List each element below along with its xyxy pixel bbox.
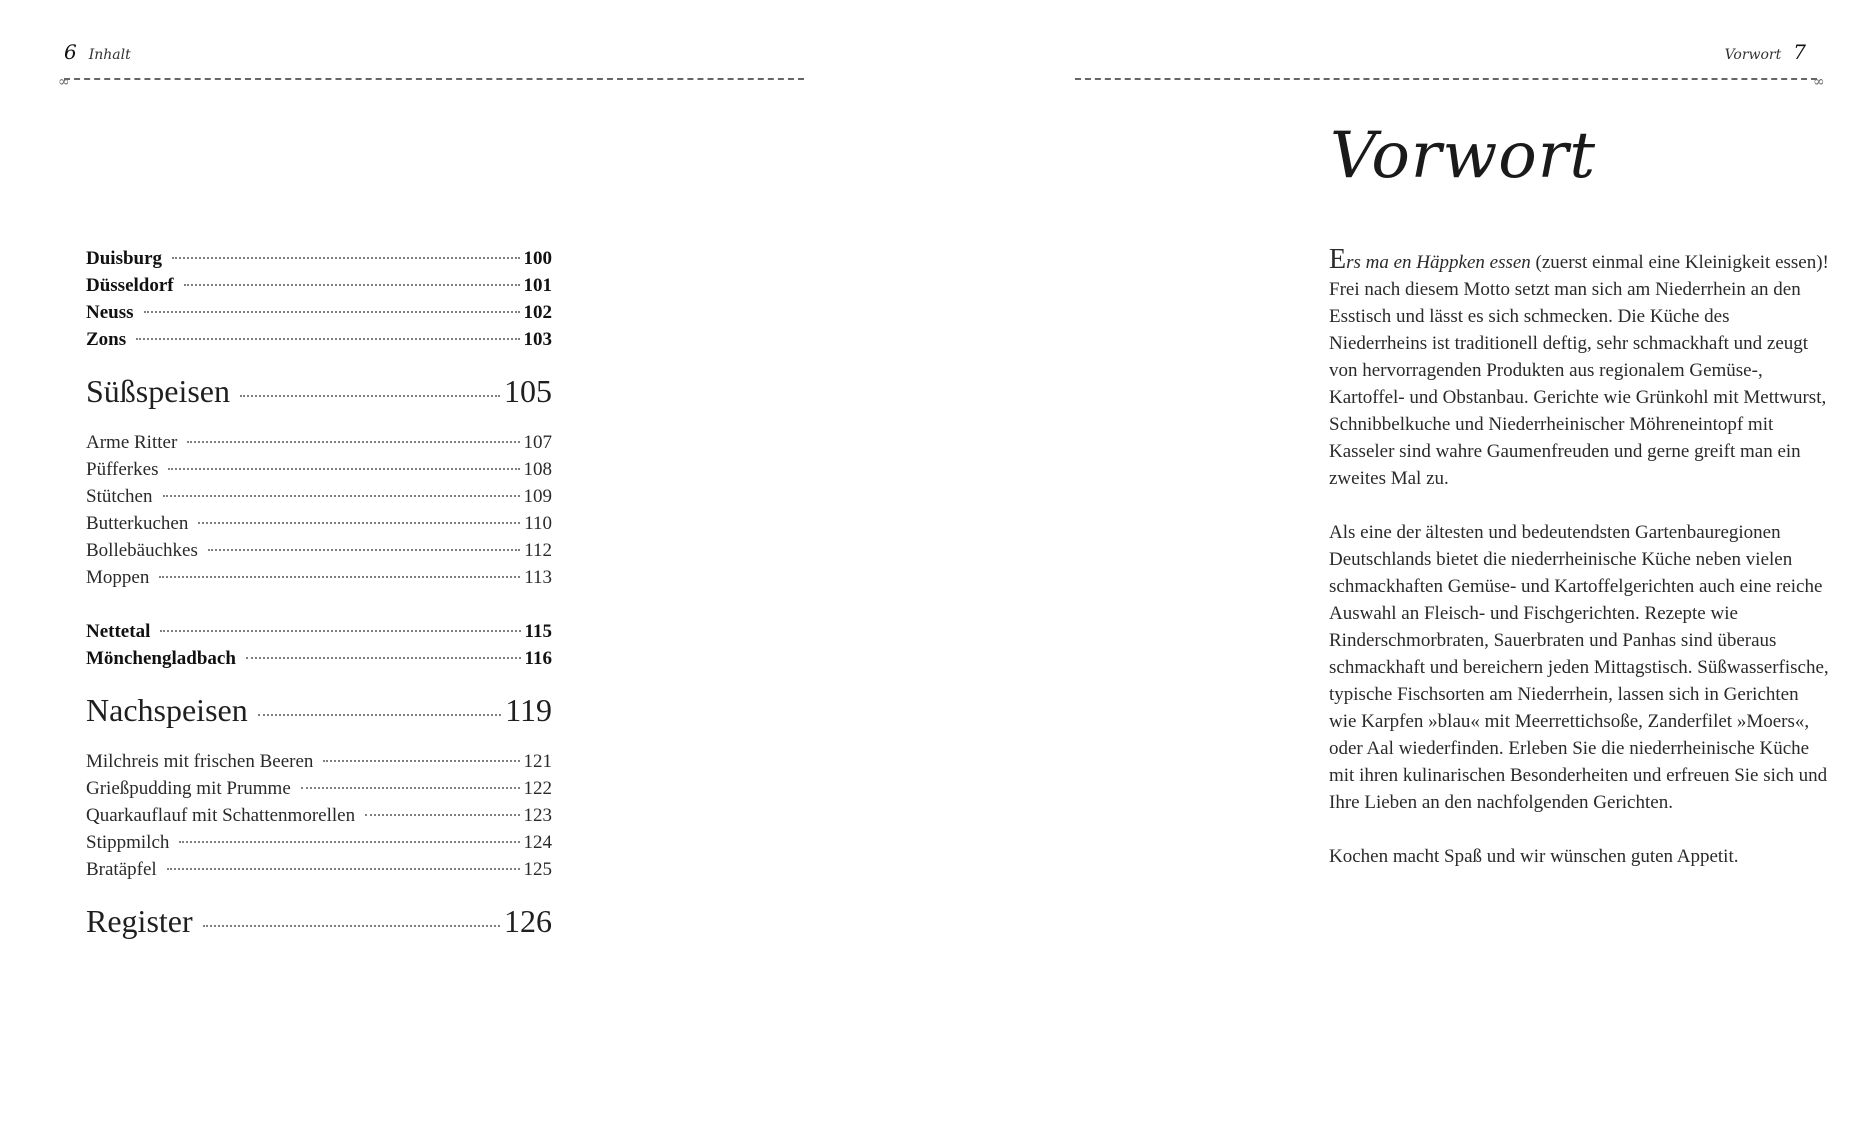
toc-label: Mönchengladbach	[86, 648, 236, 669]
toc-label: Neuss	[86, 302, 134, 323]
toc-label: Zons	[86, 329, 127, 350]
toc-leader	[203, 925, 500, 927]
toc-leader	[365, 814, 519, 816]
left-page-header	[64, 40, 131, 64]
toc-leader	[240, 395, 500, 397]
left-page-number: 6	[64, 40, 77, 64]
toc-page-number: 102	[523, 302, 552, 323]
toc-heading-nachspeisen[interactable]	[86, 688, 552, 732]
right-page	[935, 0, 1870, 1122]
paragraph-1-text: (zuerst einmal eine Kleinigkeit essen)! Frei nach diesem Motto setzt man sich am Niederrhein an den Esstisch und lässt es sich schmecken. Die Küche des Niederrheins ist traditionell deftig, sehr schmackhaft und zeugt von hervorragenden Produkten aus regionalem Gemüse-, Kartoffel- und Obstanbau. Gerichte wie Grünkohl mit Mettwurst, Schnibbelkuche und Niederrheinischer Möhreneintopf mit Kasseler sind wahre Gaumenfreuden und gerne greift man ein zweites Mal zu.	[1329, 252, 1829, 489]
header-ornament-right: ∞	[1813, 74, 1825, 90]
toc-leader	[144, 311, 520, 313]
toc-page-number: 123	[523, 805, 552, 826]
toc-heading-suessspeisen[interactable]	[86, 369, 552, 413]
toc-page-number: 116	[524, 648, 552, 669]
toc-page-number: 112	[524, 540, 552, 561]
toc-label: Milchreis mit frischen Beeren	[86, 751, 314, 772]
toc-leader	[198, 522, 520, 524]
header-ornament-left: ∞	[58, 74, 70, 90]
section-title: Vorwort	[1330, 119, 1597, 193]
toc-label: Grießpudding mit Prumme	[86, 778, 291, 799]
toc-entry-moppen[interactable]	[86, 564, 552, 591]
toc-label: Register	[86, 903, 193, 939]
toc-label: Moppen	[86, 567, 150, 588]
toc-entry-griesspudding[interactable]	[86, 775, 552, 802]
toc-entry-nettetal[interactable]	[86, 618, 552, 645]
toc-leader	[246, 657, 521, 659]
toc-page-number: 103	[523, 329, 552, 350]
toc-page-number: 124	[523, 832, 552, 853]
toc-leader	[179, 841, 519, 843]
toc-leader	[187, 441, 519, 443]
toc-leader	[258, 714, 501, 716]
header-divider-left	[64, 78, 804, 86]
toc-leader	[172, 257, 519, 259]
toc-label: Nachspeisen	[86, 692, 248, 728]
vorwort-body	[1329, 246, 1829, 897]
toc-leader	[323, 760, 519, 762]
toc-page-number: 100	[523, 248, 552, 269]
header-divider-right	[1075, 78, 1817, 86]
toc-label: Butterkuchen	[86, 513, 189, 534]
toc-leader	[301, 787, 520, 789]
toc-page-number: 115	[524, 621, 552, 642]
toc-label: Püfferkes	[86, 459, 159, 480]
toc-page-number: 101	[523, 275, 552, 296]
initial-letter: E	[1329, 244, 1347, 275]
toc-page-number: 110	[524, 513, 552, 534]
paragraph-2: Als eine der ältesten und bedeutendsten Gartenbauregionen Deutschlands bietet die niederrheinische Küche neben vielen schmackhaften Gemüse- und Kartoffelgerichten auch eine reiche Auswahl an Fleisch- und Fischgerichten. Rezepte wie Rinderschmorbraten, Sauerbraten und Panhas sind überaus schmackhaft und bereichern jeden Mittagstisch. Süßwasserfische, typische Fischsorten am Niederrhein, lassen sich in Gerichten wie Karpfen »blau« mit Meerrettichsoße, Zanderfilet »Moers«, oder Aal wiederfinden. Erleben Sie die niederrheinische Küche mit ihren kulinarischen Besonderheiten und erfreuen Sie sich und Ihre Lieben an den nachfolgenden Gerichten.	[1329, 522, 1829, 813]
toc-label: Bratäpfel	[86, 859, 157, 880]
toc-leader	[163, 495, 520, 497]
toc-label: Stippmilch	[86, 832, 170, 853]
toc-page-number: 113	[524, 567, 552, 588]
toc-entry-bollebaeuchkes[interactable]	[86, 537, 552, 564]
toc-label: Stütchen	[86, 486, 153, 507]
toc-entry-arme-ritter[interactable]	[86, 429, 552, 456]
right-page-number: 7	[1793, 40, 1806, 64]
toc-label: Quarkauflauf mit Schattenmorellen	[86, 805, 356, 826]
toc-page-number: 107	[523, 432, 552, 453]
toc-leader	[208, 549, 520, 551]
toc-leader	[160, 630, 520, 632]
right-page-header	[1725, 40, 1806, 64]
toc-page-number: 122	[523, 778, 552, 799]
toc-entry-zons[interactable]	[86, 326, 552, 353]
toc-label: Bollebäuchkes	[86, 540, 198, 561]
toc-leader	[168, 468, 519, 470]
toc-entry-duisburg[interactable]	[86, 245, 552, 272]
toc-entry-neuss[interactable]	[86, 299, 552, 326]
toc-page-number: 109	[523, 486, 552, 507]
toc-page-number: 119	[505, 692, 552, 728]
toc-leader	[184, 284, 520, 286]
toc-page-number: 108	[523, 459, 552, 480]
toc-leader	[167, 868, 520, 870]
toc-page-number: 125	[523, 859, 552, 880]
left-page-header-title: Inhalt	[88, 47, 131, 63]
toc-entry-duesseldorf[interactable]	[86, 272, 552, 299]
toc-label: Süßspeisen	[86, 373, 230, 409]
toc-entry-puefferkes[interactable]	[86, 456, 552, 483]
paragraph-3: Kochen macht Spaß und wir wünschen guten Appetit.	[1329, 846, 1739, 867]
toc-entry-quarkauflauf[interactable]	[86, 802, 552, 829]
toc-spacer	[86, 591, 552, 618]
toc-entry-milchreis[interactable]	[86, 748, 552, 775]
toc-heading-register[interactable]	[86, 899, 552, 943]
toc-leader	[159, 576, 520, 578]
toc-label: Arme Ritter	[86, 432, 178, 453]
toc-entry-bratäpfel[interactable]	[86, 856, 552, 883]
toc-page-number: 121	[523, 751, 552, 772]
toc-label: Nettetal	[86, 621, 151, 642]
paragraph-1	[1329, 246, 1829, 492]
toc-leader	[136, 338, 519, 340]
toc-label: Duisburg	[86, 248, 163, 269]
table-of-contents	[86, 245, 552, 959]
toc-entry-moenchengladbach[interactable]	[86, 645, 552, 672]
toc-entry-stippmilch[interactable]	[86, 829, 552, 856]
toc-page-number: 126	[504, 903, 552, 939]
right-page-header-title: Vorwort	[1724, 47, 1782, 63]
toc-entry-stuetchen[interactable]	[86, 483, 552, 510]
italic-lead: rs ma en Häppken essen	[1346, 252, 1531, 273]
toc-label: Düsseldorf	[86, 275, 174, 296]
toc-page-number: 105	[504, 373, 552, 409]
toc-entry-butterkuchen[interactable]	[86, 510, 552, 537]
